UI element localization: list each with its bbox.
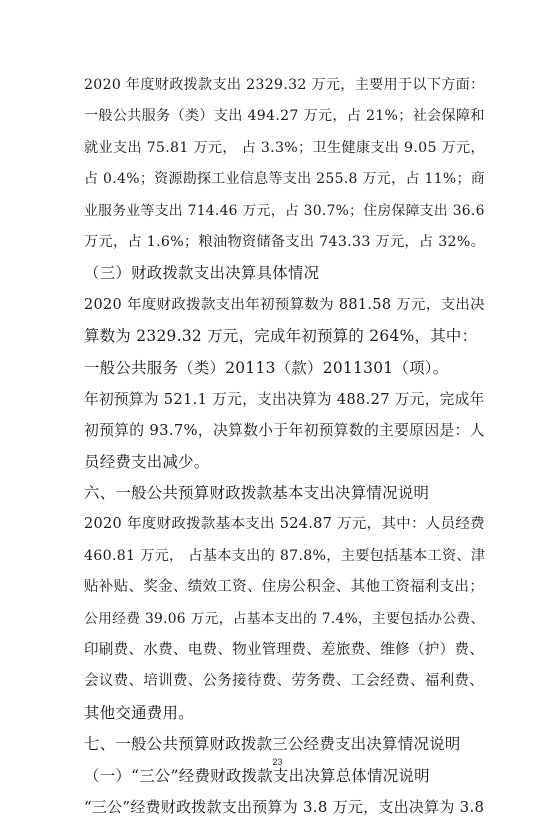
paragraph-line-4: 占 0.4%；资源勘探工业信息等支出 255.8 万元，占 11%；商: [84, 171, 486, 188]
paragraph-line-17: 印刷费、水费、电费、物业管理费、差旅费、维修（护）费、: [84, 642, 485, 659]
paragraph-line-13: 2020 年度财政拨款基本支出 524.87 万元，其中：人员经费: [84, 516, 485, 533]
paragraph-line-10: 年初预算为 521.1 万元，支出决算为 488.27 万元，完成年: [84, 390, 485, 408]
paragraph-line-8: 算数为 2329.32 万元，完成年初预算的 264%，其中：: [84, 327, 478, 346]
paragraph-line-18: 会议费、培训费、公务接待费、劳务费、工会经费、福利费、: [84, 673, 485, 690]
paragraph-line-11: 初预算的 93.7%，决算数小于年初预算数的主要原因是：人: [84, 422, 485, 440]
paragraph-line-19: 其他交通费用。: [84, 703, 194, 722]
paragraph-line-2: 一般公共服务（类）支出 494.27 万元，占 21%；社会保障和: [84, 108, 485, 125]
paragraph-line-12: 员经费支出减少。: [84, 452, 210, 471]
section-heading-7: 七、一般公共预算财政拨款三公经费支出决算情况说明: [84, 735, 461, 754]
paragraph-line-5: 业服务业等支出 714.46 万元，占 30.7%；住房保障支出 36.6: [84, 202, 485, 219]
section-heading-3: （三）财政拨款支出决算具体情况: [84, 264, 320, 283]
paragraph-line-1: 2020 年度财政拨款支出 2329.32 万元，主要用于以下方面：: [84, 77, 485, 93]
paragraph-line-7: 2020 年度财政拨款支出年初预算数为 881.58 万元，支出决: [84, 296, 485, 313]
paragraph-line-20: “三公”经费财政拨款支出预算为 3.8 万元，支出决算为 3.8: [84, 797, 485, 816]
document-body: [84, 70, 484, 823]
paragraph-line-14: 460.81 万元， 占基本支出的 87.8%，主要包括基本工资、津: [84, 547, 486, 564]
page-number: 23: [272, 757, 283, 767]
paragraph-line-15: 贴补贴、奖金、绩效工资、住房公积金、其他工资福利支出；: [84, 579, 485, 596]
section-heading-6: 六、一般公共预算财政拨款基本支出决算情况说明: [84, 484, 430, 503]
paragraph-line-9: 一般公共服务（类）20113（款）2011301（项）。: [84, 358, 449, 377]
paragraph-line-16: 公用经费 39.06 万元，占基本支出的 7.4%，主要包括办公费、: [84, 610, 485, 627]
paragraph-line-6: 万元，占 1.6%；粮油物资储备支出 743.33 万元，占 32%。: [84, 233, 486, 250]
paragraph-line-3: 就业支出 75.81 万元， 占 3.3%；卫生健康支出 9.05 万元，: [84, 139, 485, 156]
subsection-heading-1: （一）“三公”经费财政拨款支出决算总体情况说明: [84, 766, 430, 785]
